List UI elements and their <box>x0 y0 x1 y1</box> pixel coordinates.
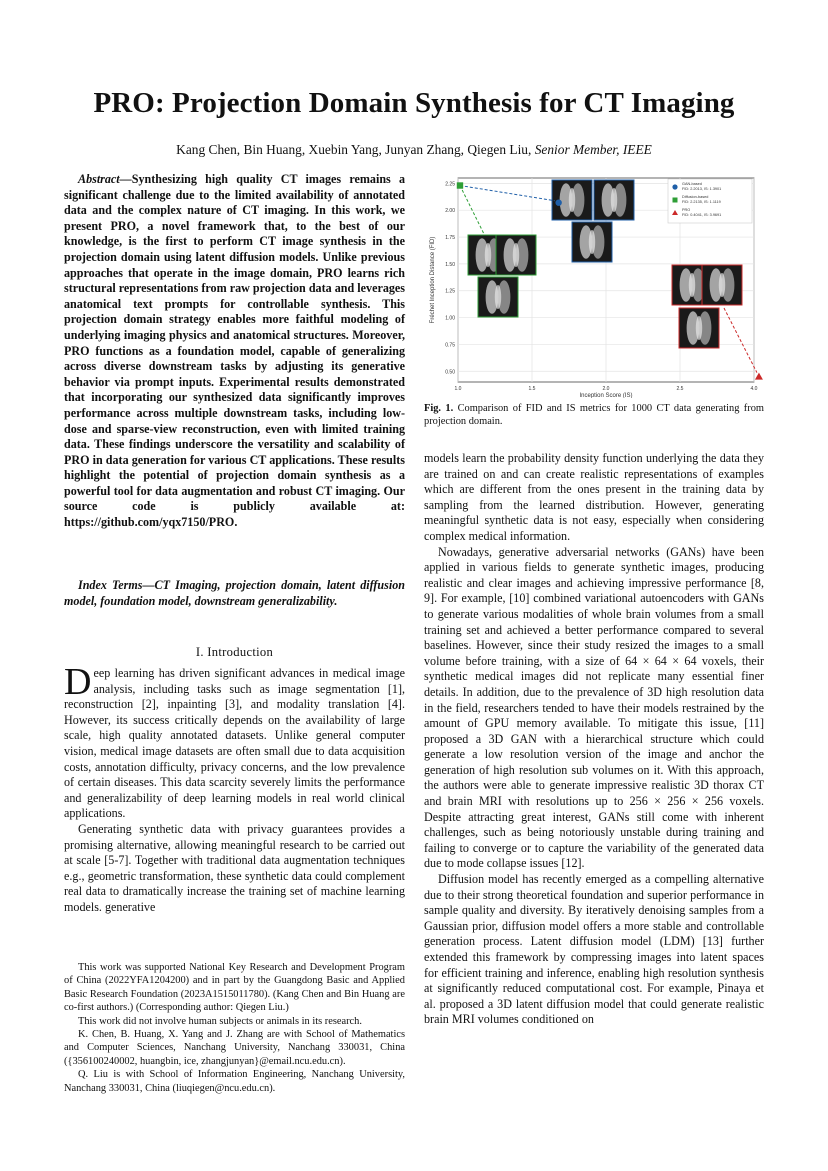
thumbnail-shape <box>689 273 695 297</box>
ct-thumbnail <box>594 180 634 220</box>
ct-thumbnail <box>478 277 518 317</box>
legend-entry-values: FID: 2.2135, IS: 1.1119 <box>682 200 721 204</box>
x-tick-label: 2.0 <box>602 386 610 392</box>
abstract-lead: Abstract— <box>78 172 132 186</box>
introduction-body <box>64 661 405 916</box>
thumbnail-shape <box>495 285 501 309</box>
thumbnail-shape <box>569 188 575 212</box>
paper-title: PRO: Projection Domain Synthesis for CT Imaging <box>93 87 735 119</box>
x-axis-label: Inception Score (IS) <box>579 393 633 398</box>
y-tick-label: 1.75 <box>445 235 455 242</box>
index-terms: Index Terms—CT Imaging, projection domain, latent diffusion model, foundation model, downstream generalizability. <box>64 578 405 608</box>
footnote-affiliation-2: Q. Liu is with School of Information Engineering, Nanchang University, Nanchang 330031, China (liuqiegen@ncu.edu.cn). <box>64 1069 405 1094</box>
intro-paragraph-1: eep learning has driven significant advances in medical image analysis, including tasks such as image segmentation [1], reconstruction [2], inpainting [3], and modality translation [4]. However, its success critically depends on the availability of large scale, high quality annotated datasets. Unlike general computer vision, medical image datasets are often small due to data acquisition costs, annotation difficulty, privacy concerns, and the low prevalence of certain diseases. This data scarcity severely limits the performance and generalizability of deep learning models in real world clinical applications. <box>64 666 405 821</box>
intro-paragraph-2: Generating synthetic data with privacy guarantees provides a promising alternative, allowing meaningful research to be carried out at scale [5-7]. Together with traditional data augmentation techniques e.g., geometric transformation, these synthetic data could complement real data to dramatically increase the training set of machine learning models. generative <box>64 821 405 914</box>
marker-gan <box>555 199 561 205</box>
body-paragraph-3: Diffusion model has recently emerged as a compelling alternative due to their strong theoretical foundation and superior performance in sample quality and diversity. By iteratively denoising samples from a Gaussian prior, diffusion model offers a more stable and controllable generation process. Latent diffusion model (LDM) [13] further extended this framework by compressing images into latent spaces for efficient training and inference, enabling high resolution synthesis at significantly reduced computational cost. For example, Pinaya et al. proposed a 3D latent diffusion model that could generate realistic brain MRI volumes conditioned on <box>424 872 764 1027</box>
y-tick-label: 1.50 <box>445 261 455 268</box>
y-axis-label: Fréchet Inception Distance (FID) <box>430 236 436 324</box>
fid-is-scatter-chart <box>424 170 764 398</box>
figure-caption <box>424 402 764 428</box>
caption-text: Comparison of FID and IS metrics for 1000 CT data generating from projection domain. <box>424 403 765 428</box>
y-tick-label: 0.50 <box>445 369 455 376</box>
y-tick-label: 2.00 <box>445 208 455 215</box>
x-tick-label: 4.0 <box>750 386 758 392</box>
section-heading: I. Introduction <box>195 645 274 659</box>
caption-label: Fig. 1. <box>424 403 454 414</box>
y-tick-label: 1.25 <box>445 288 455 295</box>
author-list <box>0 142 828 158</box>
marker-diffusion <box>457 182 463 188</box>
marker-pro <box>755 373 763 380</box>
thumbnail-shape <box>696 316 702 340</box>
right-column-body <box>424 451 764 1028</box>
legend-entry-values: FID: 2.2013, IS: 1.3901 <box>682 187 722 191</box>
legend-entry-values: FID: 0.4041, IS: 3.9691 <box>682 213 722 217</box>
legend-entry: PRO <box>682 208 691 212</box>
abstract-text: Synthesizing high quality CT images remains a significant challenge due to the limited availability of annotated data and the complex nature of CT imaging. In this work, we present PRO, a novel framework that, to the best of our knowledge, is the first to perform CT image synthesis in the projection domain using latent diffusion models. Unlike previous approaches that operate in the image domain, PRO learns rich structural representations from raw projection data and leverages anatomical text prompts for controllable synthesis. This projection domain strategy enables more faithful modeling of underlying imaging physics and anatomical structures. Moreover, PRO functions as a foundation model, capable of generalizing across diverse downstream tasks by adjusting its generative behavior via prompt inputs. Experimental results demonstrated that incorporating our synthesized data significantly improves performance across multiple downstream tasks, including low-dose and sparse-view reconstruction, even with limited training data. These findings underscore the versatility and scalability of PRO in data generation for various CT applications. These results highlight the potential of projection domain synthesis as a powerful tool for data augmentation and robust CT imaging. Our source code is publicly available at: https://github.com/yqx7150/PRO. <box>64 172 405 530</box>
y-tick-label: 0.75 <box>445 342 455 349</box>
legend-swatch <box>672 184 677 189</box>
author-names: Kang Chen, Bin Huang, Xuebin Yang, Junyan Zhang, Qiegen Liu, <box>176 142 532 157</box>
ct-thumbnail <box>702 265 742 305</box>
thumbnail-shape <box>513 243 519 267</box>
ct-thumbnail <box>496 235 536 275</box>
legend-swatch <box>673 198 678 203</box>
y-tick-label: 2.25 <box>445 181 455 188</box>
footnote-funding: This work was supported National Key Research and Development Program of China (2022YFA1204200) and in part by the Guangdong Basic and Applied Basic Research Foundation (2023A1515011780). (Kang Chen and Bin Huang are co-first authors.) (Corresponding author: Qiegen Liu.) <box>64 962 405 1014</box>
chart-legend <box>668 179 752 223</box>
thumbnail-shape <box>589 230 595 254</box>
x-tick-label: 1.0 <box>454 386 462 392</box>
legend-entry: GAN-based <box>682 182 702 186</box>
abstract <box>64 172 405 531</box>
footnotes <box>64 961 405 1095</box>
thumbnail-shape <box>719 273 725 297</box>
legend-entry: Diffusion-based <box>682 195 709 199</box>
x-tick-label: 1.5 <box>528 386 536 392</box>
thumbnail-shape <box>611 188 617 212</box>
body-paragraph-1: models learn the probability density function underlying the data they are trained on and can create realistic representations of examples which are different from the ones present in the training data by sampling from the learned distribution. However, generating meaningful synthetic data is not easy, especially when considering complex medical information. <box>424 451 764 543</box>
figure-1 <box>424 170 764 398</box>
footnote-ethics: This work did not involve human subjects or animals in its research. <box>78 1015 362 1027</box>
x-tick-label: 2.5 <box>676 386 684 392</box>
footnote-affiliation-1: K. Chen, B. Huang, X. Yang and J. Zhang are with School of Mathematics and Computer Sciences, Nanchang University, Nanchang 330031, China ({356100240002, huangbin, ice, zhangjunyan}@email.ncu.edu.cn). <box>64 1029 405 1067</box>
thumbnail-shape <box>485 243 491 267</box>
ct-thumbnail <box>679 308 719 348</box>
y-tick-label: 1.00 <box>445 315 455 322</box>
body-paragraph-2: Nowadays, generative adversarial networks (GANs) have been applied in various fields to generate synthetic images, producing realistic and clear images and achieving impressive performance [8, 9]. For example, [10] combined variational autoencoders with GANs to generate various modalities of whole brain volumes from a small training set and achieved a better performance compared to several baselines. However, since their study resized the images to a small volume before training, with a size of 64 × 64 × 64 voxels, their synthetic medical images did not replicate many essential finer details. In addition, due to the prevalence of 3D high resolution data in the field, researchers tended to have their models restrained by the amount of GPU memory available. To mitigate this issue, [11] proposed a 3D GAN with a hierarchical structure which could generate a low resolution version of the image and anchor the generation of high resolution sub volumes on it. With this approach, the authors were able to generate impressive realistic 3D thorax CT and brain MRI with resolutions up to 256 × 256 × 256 voxels. Despite attracting great interest, GANs still come with inherent challenges, such as being notoriously unstable during training and failing to converge or to capture the variability of the generated data due to mode collapse issues [12]. <box>424 544 764 871</box>
ct-thumbnail <box>572 222 612 262</box>
drop-cap: D <box>64 661 92 703</box>
author-suffix: Senior Member, IEEE <box>534 142 652 157</box>
